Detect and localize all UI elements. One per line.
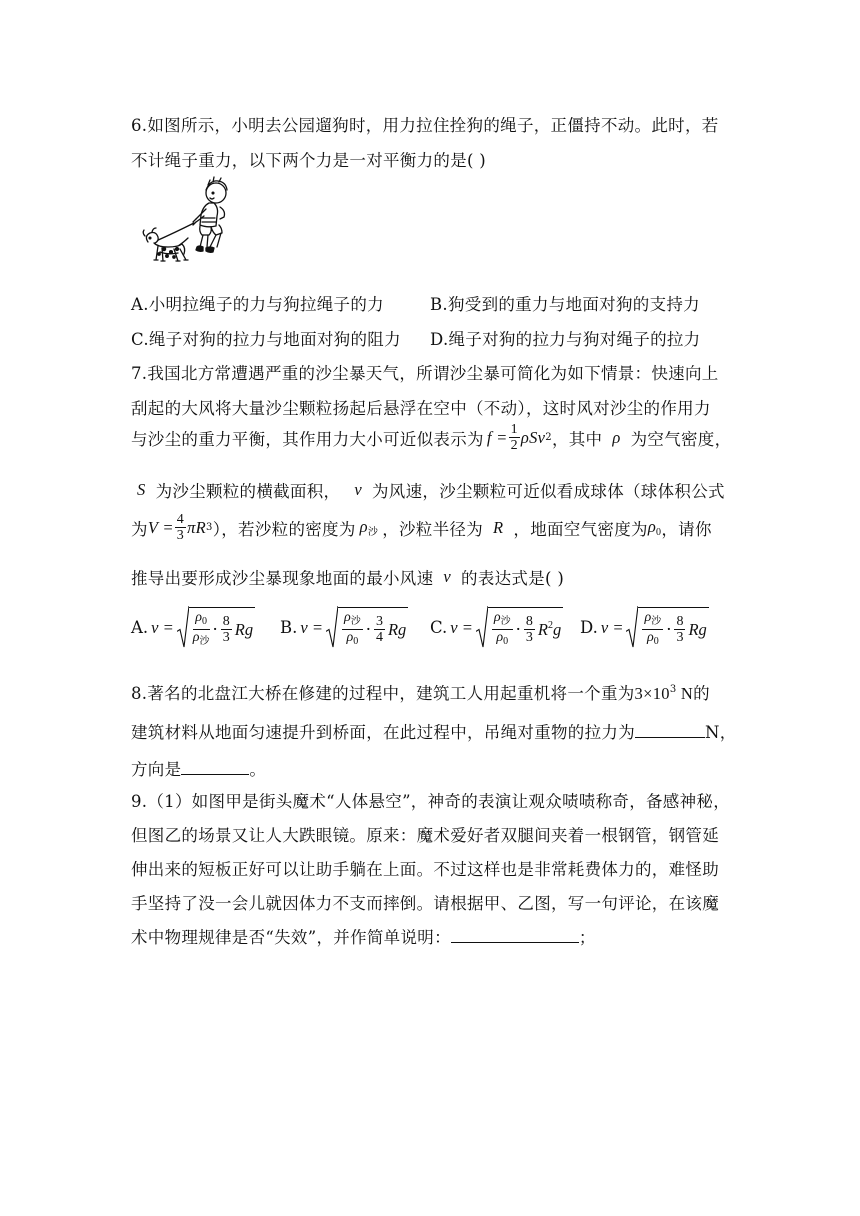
fraction-numerator: 1 [510,422,518,437]
q7-line-5-text-5: ，请你 [661,519,712,539]
q7-line-5-text: 为 [131,519,148,539]
exponent-2: 2 [545,432,552,443]
volume-formula-v: V = [147,517,174,537]
q8-line-2-text-2: N， [705,723,737,742]
q7-option-c [430,606,563,649]
rho-symbol: ρ [612,427,621,447]
comment-answer-blank[interactable] [451,942,579,943]
fraction-numerator: 4 [176,512,185,527]
q7-option-b [280,606,408,649]
direction-answer-blank[interactable] [181,774,249,775]
fraction-one-half [509,422,520,453]
q6-line-2: 不计绳子重力，以下两个力是一对平衡力的是( ) [131,151,487,170]
q7-line-4-text-2: 为风速，沙尘颗粒可近似看成球体（球体积公式 [372,482,725,501]
boy-walking-dog-illustration [134,176,244,280]
q7-line-5-text-4: ，地面空气密度为 [513,519,648,539]
q6-line-1: 6.如图所示，小明去公园遛狗时，用力拉住拴狗的绳子，正僵持不动。此时，若 [131,116,719,135]
q7-line-4-text: 为沙尘颗粒的横截面积， [155,482,341,501]
q9-line-2: 但图乙的场景又让人大跌眼镜。原来：魔术爱好者双腿间夹着一根钢管，钢管延 [131,826,719,845]
velocity-symbol-v: v [443,567,452,586]
q7-line-5-text-2: ），若沙粒的密度为 [212,519,356,539]
exponent-3: 3 [206,522,213,533]
q8-line-1 [131,680,710,704]
v-equals: v = [450,617,473,637]
q9-line-5 [131,924,596,948]
q9-line-4: 手坚持了没一会儿就因体力不支而摔倒。请根据甲、乙图，写一句评论，在该魔 [131,894,719,913]
force-formula-f: f = [486,427,508,447]
velocity-symbol-v: v [354,480,362,499]
fraction-denominator: 2 [510,438,518,453]
option-label: A. [131,618,149,637]
q6-option-b: B.狗受到的重力与地面对狗的支持力 [430,295,700,314]
tension-answer-blank[interactable] [635,737,705,738]
rho-zero-symbol: $\rho_0$ [647,517,662,538]
q7-option-a [131,606,255,649]
q7-line-3 [131,422,731,453]
q7-line-3-text: 与沙尘的重力平衡，其作用力大小可近似表示为 [131,429,484,449]
q7-line-6-text-2: 的表达式是( ) [461,569,565,588]
q8-line-3 [131,756,266,780]
area-symbol-s: S [137,480,146,499]
q9-line-3: 伸出来的短板正好可以让助手躺在上面。不过这样也是非常耗费体力的，难怪助 [131,860,719,879]
q7-line-3-text-3: 为空气密度， [630,429,732,449]
v-equals: v = [151,617,174,637]
q6-option-a: A.小明拉绳子的力与狗拉绳子的力 [131,295,384,314]
v-equals: v = [600,617,624,637]
q8-line-2 [131,719,737,743]
q7-option-d [580,606,709,649]
q7-line-5-text-3: ，沙粒半径为 [382,519,484,539]
radius-symbol-r: R [493,517,504,537]
option-label: D. [580,618,598,637]
q7-line-5 [131,512,712,543]
weight-exponent: 3 [669,684,677,695]
square-root: $\frac{\rho_沙}{\rho_0}$ · $\frac{8}{3}$ $R^2g$ [476,606,563,649]
q7-line-2: 刮起的大风将大量沙尘颗粒扬起后悬浮在空中（不动），这时风对沙尘的作用力 [131,399,711,418]
q6-option-d: D.绳子对狗的拉力与狗对绳子的拉力 [430,330,701,349]
q9-line-5-text-2: ； [578,928,596,947]
force-formula-rho-s-v: ρSv [520,427,546,447]
fraction-denominator: 3 [176,528,185,543]
square-root: $\frac{\rho_0}{\rho_沙}$ · $\frac{8}{3}$ Rg [177,606,255,649]
rho-sand-symbol: $\rho_沙$ [359,517,379,538]
q7-line-3-text-2: ，其中 [551,429,603,449]
option-label: B. [280,618,298,637]
fraction-four-thirds [175,512,186,543]
q8-line-1-text: 8.著名的北盘江大桥在修建的过程中，建筑工人用起重机将一个重为 [131,684,635,703]
q7-line-6-text: 推导出要形成沙尘暴现象地面的最小风速 [131,569,434,588]
q7-line-6 [131,565,564,589]
square-root: $\frac{\rho_沙}{\rho_0}$ · $\frac{3}{4}$ Rg [326,606,408,649]
q8-line-1-text-2: 的 [693,684,710,703]
q7-line-1: 7.我国北方常遭遇严重的沙尘暴天气，所谓沙尘暴可简化为如下情景：快速向上 [131,364,719,383]
q9-line-1: 9.（1）如图甲是街头魔术“人体悬空”，神奇的表演让观众啧啧称奇，备感神秘， [131,792,731,811]
option-label: C. [430,618,448,637]
square-root: $\frac{\rho_沙}{\rho_0}$ · $\frac{8}{3}$ Rg [626,606,708,649]
q6-option-c: C.绳子对狗的拉力与地面对狗的阻力 [131,330,401,349]
weight-unit: N [676,684,694,703]
q8-line-3-text: 方向是 [131,760,182,779]
q9-line-5-text: 术中物理规律是否“失效”，并作简单说明： [131,928,451,947]
q8-line-3-text-2: 。 [249,760,267,779]
q8-line-2-text: 建筑材料从地面匀速提升到桥面，在此过程中，吊绳对重物的拉力为 [131,723,635,742]
weight-value: 3×10 [634,684,670,703]
pi-r-symbol: πR [187,517,207,537]
q7-line-4 [131,478,725,502]
v-equals: v = [300,617,323,637]
